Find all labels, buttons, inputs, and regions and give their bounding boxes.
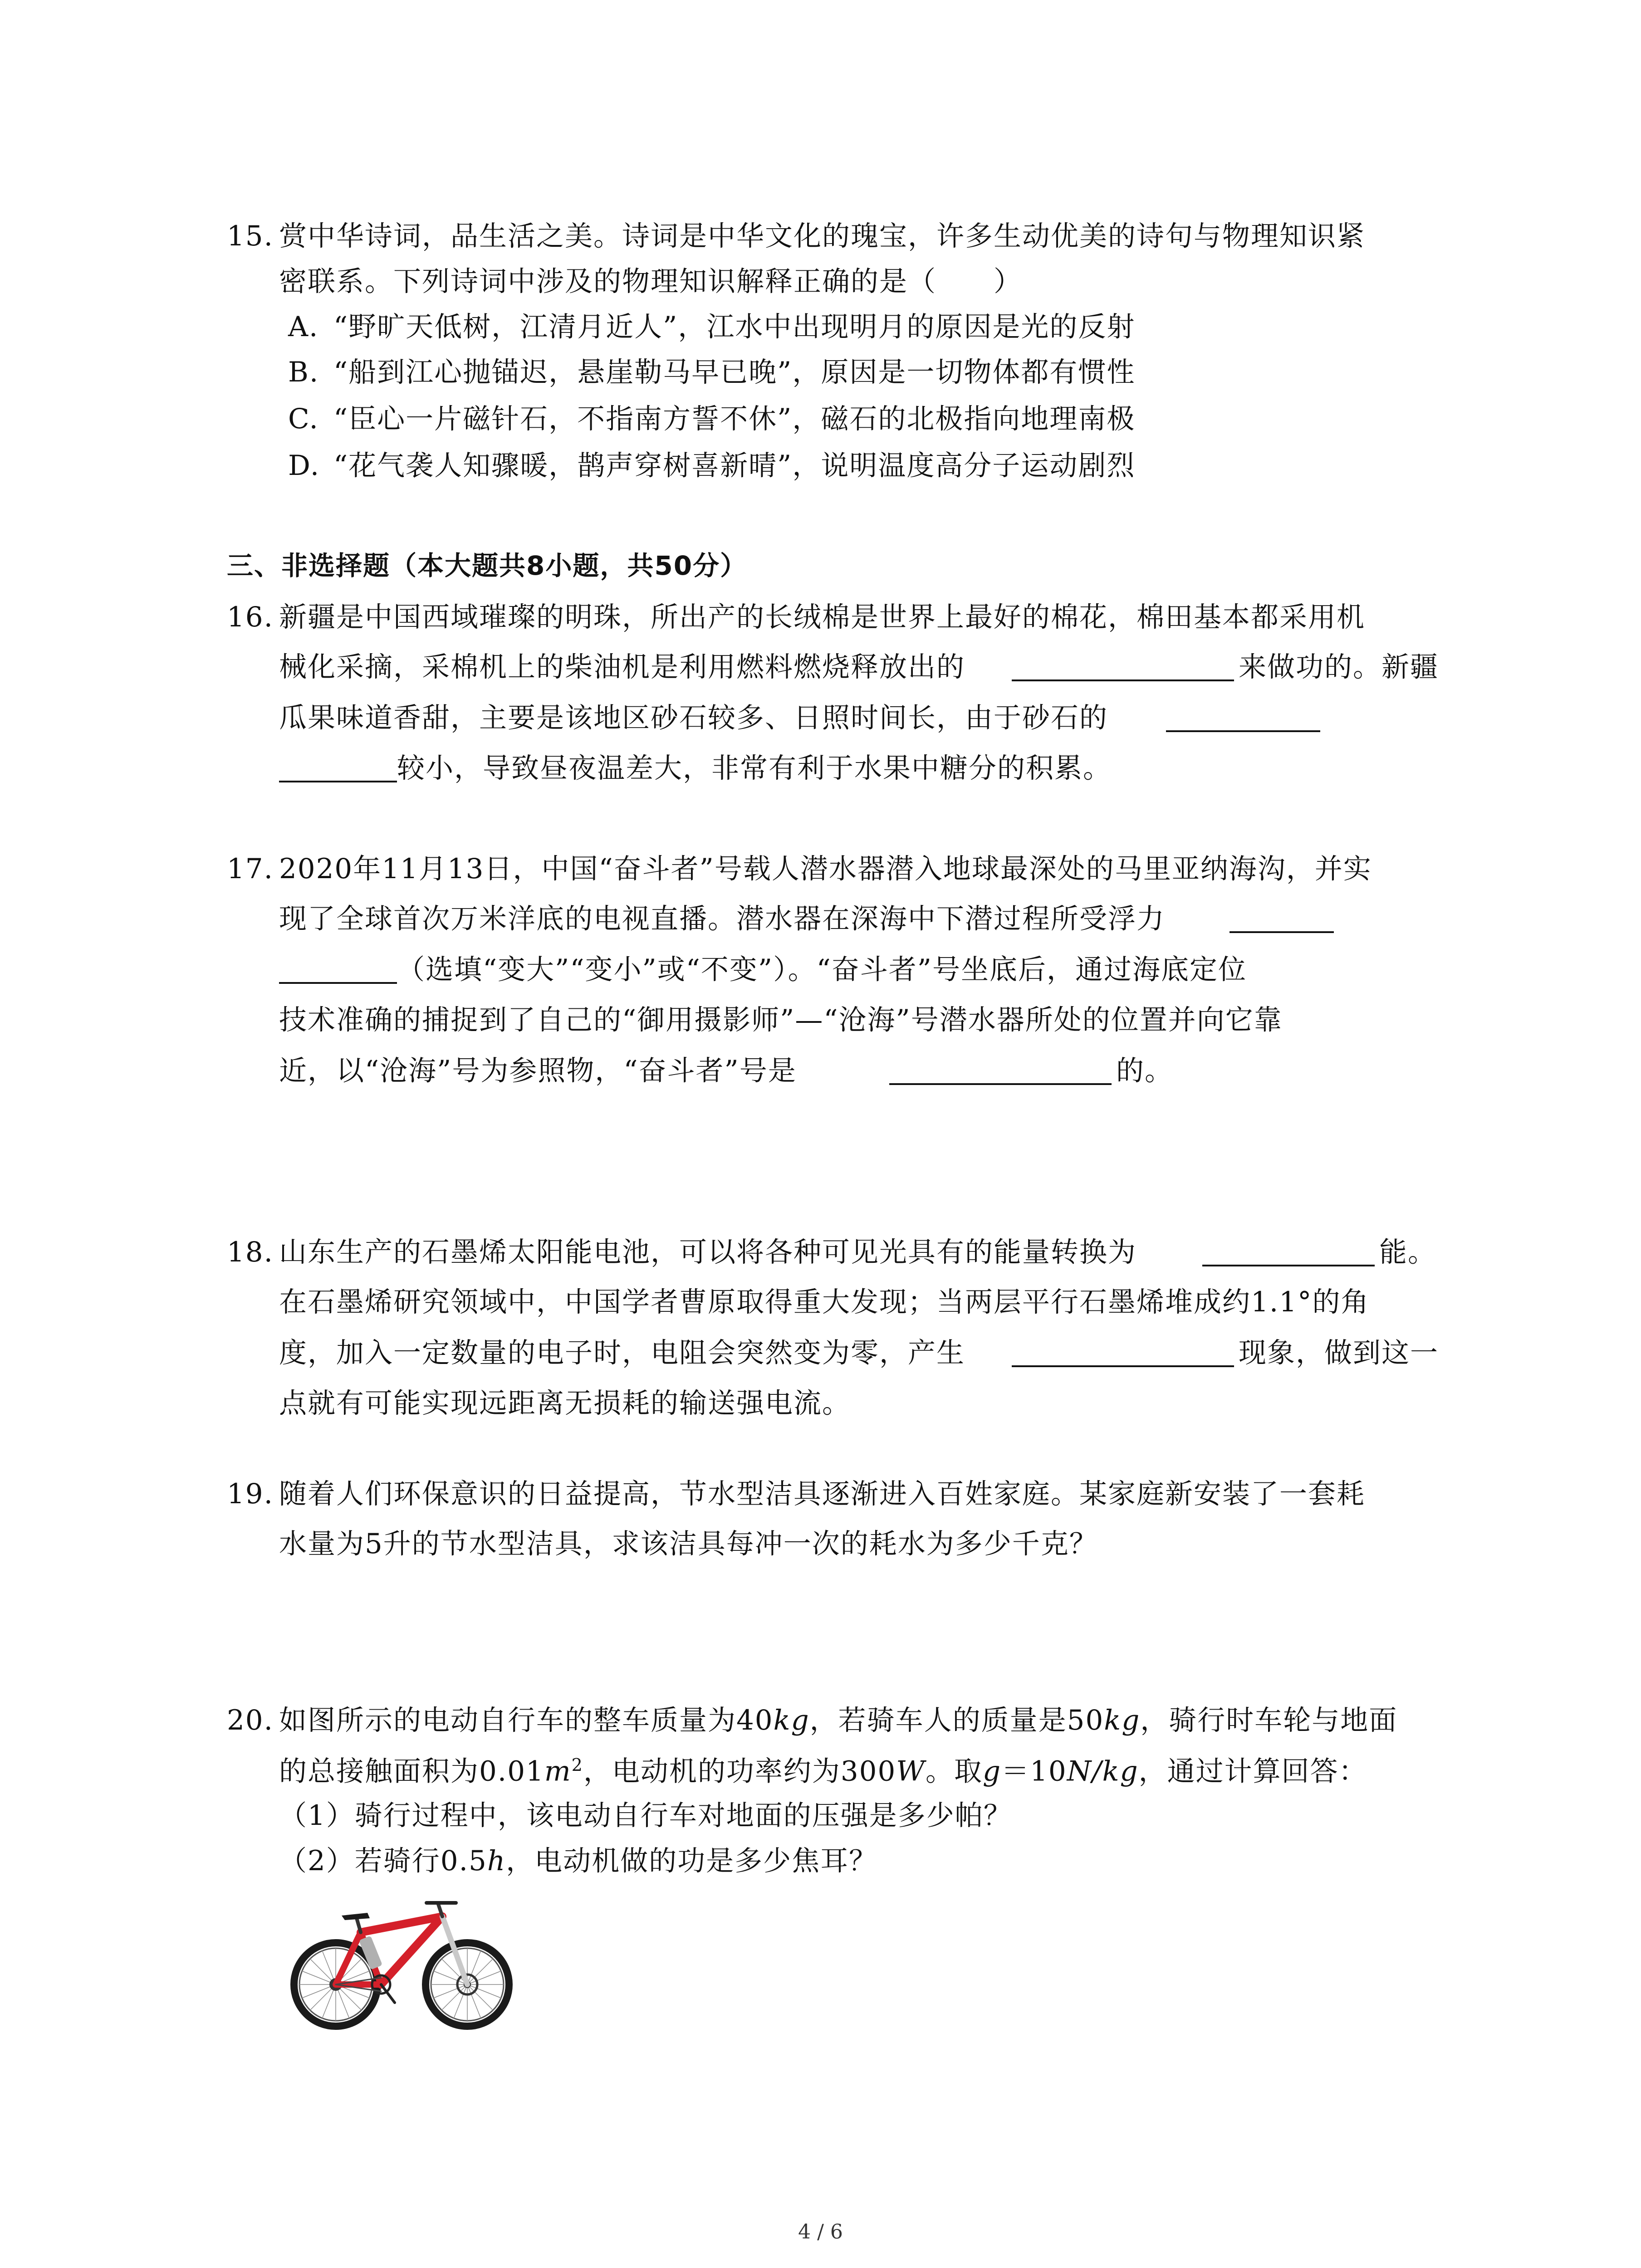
question-text: 现了全球首次万米洋底的电视直播。潜水器在深海中下潜过程所受浮力 bbox=[279, 903, 1166, 935]
question-text: 技术准确的捕捉到了自己的“御用摄影师”—“沧海”号潜水器所处的位置并向它靠 bbox=[279, 1004, 1283, 1036]
question-text: 水量为5升的节水型洁具，求该洁具每冲一次的耗水为多少千克？ bbox=[279, 1528, 1098, 1560]
option-text-a: “野旷天低树，江清月近人”，江水中出现明月的原因是光的反射 bbox=[333, 311, 1136, 343]
option-text-d: “花气袭人知骤暖，鹊声穿树喜新晴”，说明温度高分子运动剧烈 bbox=[333, 450, 1136, 482]
question-text: 近，以“沧海”号为参照物，“奋斗者”号是 bbox=[279, 1055, 797, 1087]
question-number: 20. bbox=[227, 1704, 274, 1736]
question-number: 19. bbox=[227, 1478, 274, 1510]
answer-blank[interactable] bbox=[279, 956, 397, 984]
question-text: 随着人们环保意识的日益提高，节水型洁具逐渐进入百姓家庭。某家庭新安装了一套耗 bbox=[279, 1478, 1366, 1510]
option-label-c: C. bbox=[288, 403, 319, 435]
question-text: 在石墨烯研究领域中，中国学者曹原取得重大发现；当两层平行石墨烯堆成约1.1°的角 bbox=[279, 1286, 1370, 1318]
answer-blank[interactable] bbox=[1166, 704, 1320, 732]
sub-question-2: （2）若骑行0.5h，电动机做的功是多少焦耳？ bbox=[279, 1845, 878, 1877]
question-text: 能。 bbox=[1379, 1236, 1437, 1268]
question-text: 械化采摘，采棉机上的柴油机是利用燃料燃烧释放出的 bbox=[279, 651, 965, 683]
question-text: 山东生产的石墨烯太阳能电池，可以将各种可见光具有的能量转换为 bbox=[279, 1236, 1137, 1268]
answer-blank[interactable] bbox=[279, 754, 397, 782]
question-number: 18. bbox=[227, 1236, 274, 1268]
bike-frame bbox=[336, 1903, 467, 2003]
question-text: 来做功的。新疆 bbox=[1239, 651, 1439, 683]
question-number: 17. bbox=[227, 853, 274, 885]
option-text-c: “臣心一片磁针石，不指南方誓不休”，磁石的北极指向地理南极 bbox=[333, 403, 1136, 435]
answer-blank[interactable] bbox=[1202, 1238, 1375, 1266]
option-label-d: D. bbox=[288, 450, 320, 482]
answer-blank[interactable] bbox=[1012, 1339, 1234, 1367]
option-label-a: A. bbox=[288, 311, 319, 343]
question-text: 2020年11月13日，中国“奋斗者”号载人潜水器潜入地球最深处的马里亚纳海沟，并实 bbox=[279, 853, 1372, 885]
question-text: 度，加入一定数量的电子时，电阻会突然变为零，产生 bbox=[279, 1337, 965, 1369]
question-text: （选填“变大”“变小”或“不变”）。“奋斗者”号坐底后，通过海底定位 bbox=[397, 953, 1247, 986]
question-text: 的。 bbox=[1116, 1055, 1174, 1087]
question-text: 现象，做到这一 bbox=[1239, 1337, 1439, 1369]
sub-question-1: （1）骑行过程中，该电动自行车对地面的压强是多少帕？ bbox=[279, 1799, 1012, 1832]
question-text: 的总接触面积为$0.01m^2$，电动机的功率约为300W。取g＝10N/kg，通过计算回答： bbox=[279, 1755, 1367, 1788]
electric-bicycle-image bbox=[284, 1898, 517, 2030]
answer-blank[interactable] bbox=[889, 1057, 1112, 1085]
question-text: 新疆是中国西域璀璨的明珠，所出产的长绒棉是世界上最好的棉花，棉田基本都采用机 bbox=[279, 601, 1366, 633]
question-text: 密联系。下列诗词中涉及的物理知识解释正确的是（ ） bbox=[279, 265, 1023, 298]
option-text-b: “船到江心抛锚迟，悬崖勒马早已晚”，原因是一切物体都有惯性 bbox=[333, 356, 1136, 388]
question-text: 如图所示的电动自行车的整车质量为40kg，若骑车人的质量是50kg，骑行时车轮与地面 bbox=[279, 1704, 1398, 1736]
answer-blank[interactable] bbox=[1012, 653, 1234, 681]
question-text: 较小，导致昼夜温差大，非常有利于水果中糖分的积累。 bbox=[397, 752, 1112, 784]
question-number: 15. bbox=[227, 220, 274, 252]
question-text: 赏中华诗词，品生活之美。诗词是中华文化的瑰宝，许多生动优美的诗句与物理知识紧 bbox=[279, 220, 1366, 252]
question-text: 点就有可能实现远距离无损耗的输送强电流。 bbox=[279, 1387, 851, 1419]
answer-blank[interactable] bbox=[1230, 905, 1334, 933]
question-number: 16. bbox=[227, 601, 274, 633]
question-text: 瓜果味道香甜，主要是该地区砂石较多、日照时间长，由于砂石的 bbox=[279, 702, 1108, 734]
option-label-b: B. bbox=[288, 356, 319, 388]
section-heading: 三、非选择题（本大题共8小题，共50分） bbox=[227, 550, 748, 581]
page-number: 4 / 6 bbox=[798, 2220, 843, 2244]
